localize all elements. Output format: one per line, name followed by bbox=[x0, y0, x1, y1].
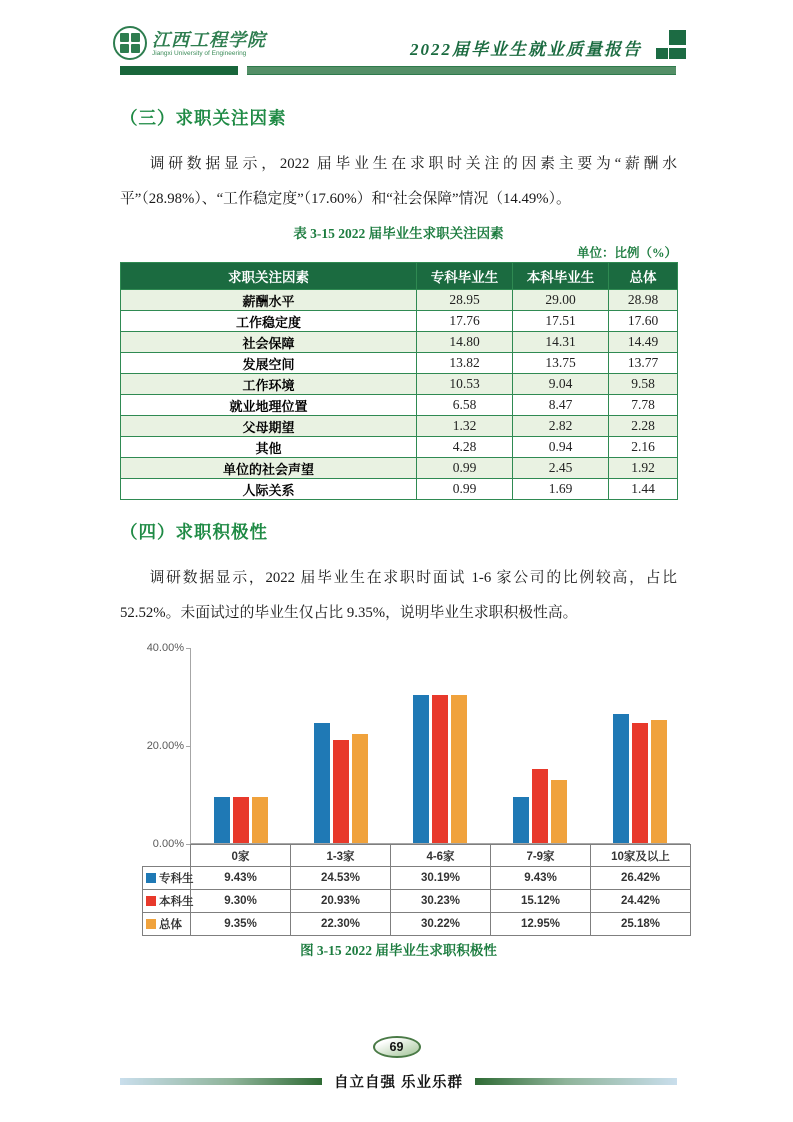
chart-value-cell: 20.93% bbox=[291, 890, 391, 913]
motto-bar-left bbox=[120, 1078, 322, 1085]
value-cell: 13.77 bbox=[609, 353, 678, 374]
col-header-bachelor: 本科毕业生 bbox=[513, 263, 609, 290]
y-tick-mark bbox=[186, 746, 191, 747]
col-header-total: 总体 bbox=[609, 263, 678, 290]
value-cell: 1.32 bbox=[417, 416, 513, 437]
value-cell: 9.58 bbox=[609, 374, 678, 395]
table-row bbox=[121, 458, 678, 479]
value-cell: 14.49 bbox=[609, 332, 678, 353]
chart-value-cell: 12.95% bbox=[491, 913, 591, 936]
factor-cell: 单位的社会声望 bbox=[121, 458, 417, 479]
chart-category-row bbox=[143, 845, 691, 867]
table-row bbox=[121, 437, 678, 458]
bar-group-0家 bbox=[191, 648, 291, 843]
col-header-factor: 求职关注因素 bbox=[121, 263, 417, 290]
col-header-associate: 专科毕业生 bbox=[417, 263, 513, 290]
chart-series-row-专科生 bbox=[143, 867, 691, 890]
bar-专科生-10家及以上 bbox=[613, 714, 629, 844]
bar-总体-4-6家 bbox=[451, 695, 467, 843]
factor-cell: 工作环境 bbox=[121, 374, 417, 395]
chart-value-cell: 24.42% bbox=[591, 890, 691, 913]
bar-总体-7-9家 bbox=[551, 780, 567, 844]
value-cell: 13.82 bbox=[417, 353, 513, 374]
value-cell: 7.78 bbox=[609, 395, 678, 416]
legend-swatch-icon bbox=[146, 873, 156, 883]
value-cell: 2.16 bbox=[609, 437, 678, 458]
university-logo bbox=[113, 26, 266, 60]
bar-总体-0家 bbox=[252, 797, 268, 843]
bar-group-10家及以上 bbox=[590, 648, 690, 843]
factor-cell: 就业地理位置 bbox=[121, 395, 417, 416]
value-cell: 6.58 bbox=[417, 395, 513, 416]
value-cell: 17.51 bbox=[513, 311, 609, 332]
value-cell: 0.99 bbox=[417, 479, 513, 500]
bar-总体-1-3家 bbox=[352, 734, 368, 843]
chart-category-cell: 4-6家 bbox=[391, 845, 491, 867]
bar-本科生-1-3家 bbox=[333, 740, 349, 843]
value-cell: 28.95 bbox=[417, 290, 513, 311]
bar-本科生-4-6家 bbox=[432, 695, 448, 843]
bar-group-4-6家 bbox=[391, 648, 491, 843]
value-cell: 1.69 bbox=[513, 479, 609, 500]
chart-table-body bbox=[143, 845, 691, 936]
legend-item-专科生: 专科生 bbox=[143, 867, 191, 890]
bar-本科生-0家 bbox=[233, 797, 249, 843]
table-row bbox=[121, 290, 678, 311]
legend-item-本科生: 本科生 bbox=[143, 890, 191, 913]
factors-table-body bbox=[121, 290, 678, 500]
y-tick-label: 20.00% bbox=[146, 740, 184, 752]
motto-bar-right bbox=[475, 1078, 677, 1085]
bar-专科生-4-6家 bbox=[413, 695, 429, 843]
section4-heading: （四）求职积极性 bbox=[120, 522, 268, 542]
header-rule-right bbox=[247, 66, 676, 75]
university-name bbox=[152, 30, 266, 57]
bar-本科生-10家及以上 bbox=[632, 723, 648, 843]
value-cell: 1.44 bbox=[609, 479, 678, 500]
value-cell: 0.99 bbox=[417, 458, 513, 479]
value-cell: 2.45 bbox=[513, 458, 609, 479]
bar-本科生-7-9家 bbox=[532, 769, 548, 843]
bar-总体-10家及以上 bbox=[651, 720, 667, 843]
table-row bbox=[121, 395, 678, 416]
y-tick-label: 0.00% bbox=[152, 838, 184, 850]
factor-cell: 父母期望 bbox=[121, 416, 417, 437]
value-cell: 13.75 bbox=[513, 353, 609, 374]
chart-category-cell: 10家及以上 bbox=[591, 845, 691, 867]
legend-swatch-icon bbox=[146, 896, 156, 906]
chart-series-row-总体 bbox=[143, 913, 691, 936]
value-cell: 2.82 bbox=[513, 416, 609, 437]
chart-data-table bbox=[142, 844, 691, 936]
chart-value-cell: 30.22% bbox=[391, 913, 491, 936]
chart-value-cell: 22.30% bbox=[291, 913, 391, 936]
factor-cell: 发展空间 bbox=[121, 353, 417, 374]
value-cell: 17.76 bbox=[417, 311, 513, 332]
factor-cell: 人际关系 bbox=[121, 479, 417, 500]
chart-value-cell: 9.35% bbox=[191, 913, 291, 936]
section3-paragraph: 调研数据显示，2022 届毕业生在求职时关注的因素主要为“薪酬水平”（28.98%）、“工作稳定度”（17.60%）和“社会保障”情况（14.49%）。 bbox=[120, 156, 677, 207]
university-name-en: Jiangxi University of Engineering bbox=[152, 49, 247, 57]
table-row bbox=[121, 374, 678, 395]
factors-table bbox=[120, 262, 678, 500]
chart-value-cell: 9.43% bbox=[191, 867, 291, 890]
report-title: 2022届毕业生就业质量报告 bbox=[410, 40, 642, 59]
table-header-row bbox=[121, 263, 678, 290]
value-cell: 0.94 bbox=[513, 437, 609, 458]
value-cell: 14.31 bbox=[513, 332, 609, 353]
section4-paragraph: 调研数据显示，2022 届毕业生在求职时面试 1-6 家公司的比例较高，占比 52.52%。未面试过的毕业生仅占比 9.35%，说明毕业生求职积极性高。 bbox=[120, 570, 677, 621]
bar-专科生-1-3家 bbox=[314, 723, 330, 843]
factor-cell: 薪酬水平 bbox=[121, 290, 417, 311]
table-row bbox=[121, 479, 678, 500]
table-row bbox=[121, 416, 678, 437]
table-unit-label: 单位：比例（%） bbox=[576, 246, 677, 260]
page-number-badge bbox=[373, 1036, 421, 1058]
value-cell: 28.98 bbox=[609, 290, 678, 311]
chart-value-cell: 30.23% bbox=[391, 890, 491, 913]
footer-motto bbox=[120, 1069, 677, 1093]
chart-category-cell: 7-9家 bbox=[491, 845, 591, 867]
y-tick-mark bbox=[186, 648, 191, 649]
chart-value-cell: 9.43% bbox=[491, 867, 591, 890]
chart-value-cell: 26.42% bbox=[591, 867, 691, 890]
bar-group-7-9家 bbox=[490, 648, 590, 843]
chart-table-corner bbox=[143, 845, 191, 867]
chart-value-cell: 30.19% bbox=[391, 867, 491, 890]
value-cell: 8.47 bbox=[513, 395, 609, 416]
header-rule-left bbox=[120, 66, 238, 75]
table-row bbox=[121, 332, 678, 353]
value-cell: 2.28 bbox=[609, 416, 678, 437]
chart-value-cell: 15.12% bbox=[491, 890, 591, 913]
bar-专科生-7-9家 bbox=[513, 797, 529, 843]
squares-decoration-icon bbox=[650, 30, 690, 64]
job-search-activity-chart bbox=[142, 642, 690, 935]
value-cell: 14.80 bbox=[417, 332, 513, 353]
page-number: 69 bbox=[389, 1040, 404, 1054]
section3-heading: （三）求职关注因素 bbox=[120, 108, 287, 128]
chart-value-cell: 9.30% bbox=[191, 890, 291, 913]
value-cell: 10.53 bbox=[417, 374, 513, 395]
value-cell: 1.92 bbox=[609, 458, 678, 479]
university-logo-icon bbox=[113, 26, 147, 60]
chart-value-cell: 25.18% bbox=[591, 913, 691, 936]
figure-caption: 图 3-15 2022 届毕业生求职积极性 bbox=[300, 943, 497, 958]
chart-series-row-本科生 bbox=[143, 890, 691, 913]
legend-item-总体: 总体 bbox=[143, 913, 191, 936]
factor-cell: 工作稳定度 bbox=[121, 311, 417, 332]
legend-swatch-icon bbox=[146, 919, 156, 929]
page-header bbox=[113, 26, 690, 64]
chart-value-cell: 24.53% bbox=[291, 867, 391, 890]
university-name-zh: 江西工程学院 bbox=[152, 29, 266, 50]
bar-group-1-3家 bbox=[291, 648, 391, 843]
value-cell: 29.00 bbox=[513, 290, 609, 311]
table-row bbox=[121, 353, 678, 374]
value-cell: 4.28 bbox=[417, 437, 513, 458]
factor-cell: 其他 bbox=[121, 437, 417, 458]
chart-plot bbox=[190, 648, 690, 844]
table-caption: 表 3-15 2022 届毕业生求职关注因素 bbox=[293, 226, 504, 241]
value-cell: 9.04 bbox=[513, 374, 609, 395]
chart-y-axis bbox=[142, 642, 186, 850]
factor-cell: 社会保障 bbox=[121, 332, 417, 353]
table-row bbox=[121, 311, 678, 332]
y-tick-label: 40.00% bbox=[146, 642, 184, 654]
chart-category-cell: 1-3家 bbox=[291, 845, 391, 867]
motto-text: 自立自强 乐业乐群 bbox=[333, 1074, 464, 1091]
bar-专科生-0家 bbox=[214, 797, 230, 843]
value-cell: 17.60 bbox=[609, 311, 678, 332]
chart-category-cell: 0家 bbox=[191, 845, 291, 867]
